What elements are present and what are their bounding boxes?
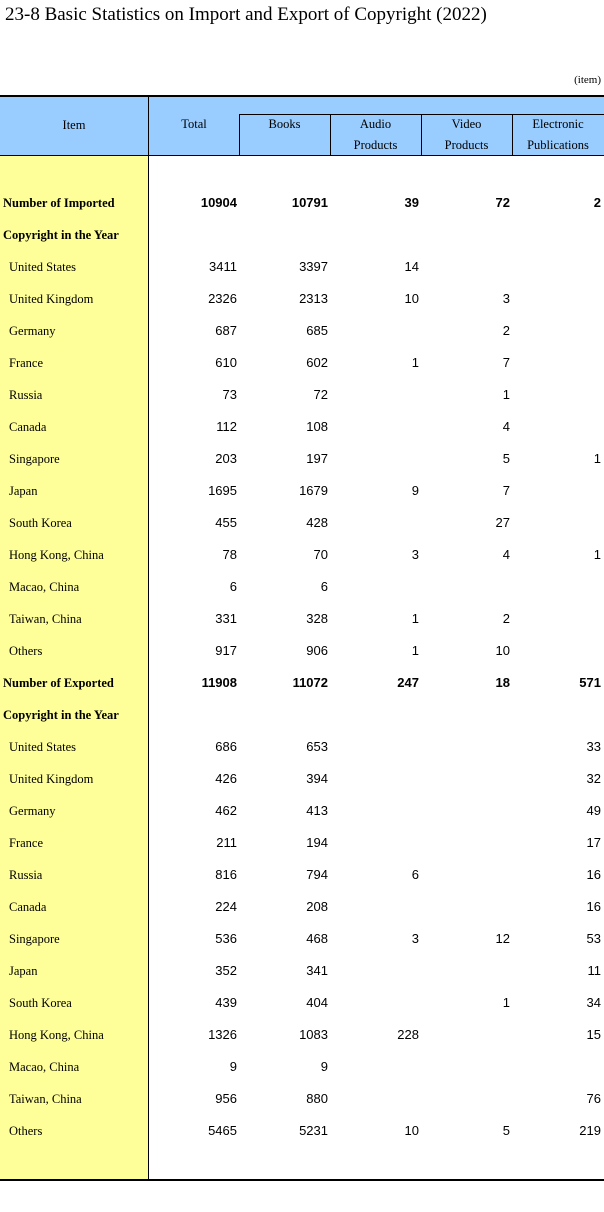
cell-value: 2326 [208, 291, 237, 306]
table-row [0, 796, 604, 828]
cell-value: 1 [593, 451, 601, 466]
cell-value: 352 [215, 963, 237, 978]
cell-value: 78 [222, 547, 237, 562]
cell-value: 5465 [208, 1123, 237, 1138]
cell-value: 9 [229, 1059, 237, 1074]
table-row [0, 1020, 604, 1052]
header-video-line2: Products [444, 138, 489, 152]
table-row [0, 348, 604, 380]
row-label: Copyright in the Year [3, 708, 119, 722]
cell-value: 211 [216, 835, 237, 850]
cell-value: 686 [215, 739, 237, 754]
row-label: Hong Kong, China [9, 548, 104, 562]
row-label: Canada [9, 900, 47, 914]
cell-value: 34 [586, 995, 601, 1010]
cell-value: 341 [306, 963, 328, 978]
cell-value: 14 [404, 259, 419, 274]
row-label: Russia [9, 388, 43, 402]
table-row [0, 764, 604, 796]
cell-value: 404 [306, 995, 328, 1010]
table-row [0, 828, 604, 860]
table-row [0, 508, 604, 540]
cell-value: 2 [502, 323, 510, 338]
table-row [0, 540, 604, 572]
row-label: United States [9, 260, 77, 274]
row-label: South Korea [9, 996, 72, 1010]
cell-value: 2 [502, 611, 510, 626]
cell-value: 7 [502, 483, 510, 498]
cell-value: 76 [586, 1091, 601, 1106]
cell-value: 7 [502, 355, 510, 370]
cell-value: 602 [306, 355, 328, 370]
cell-value: 1326 [208, 1027, 237, 1042]
row-label: Others [9, 644, 43, 658]
row-label: France [9, 356, 44, 370]
table-row [0, 700, 604, 732]
row-label: United Kingdom [9, 292, 94, 306]
cell-value: 197 [306, 451, 328, 466]
cell-value: 53 [586, 931, 601, 946]
cell-value: 906 [306, 643, 328, 658]
header-audio-line1: Audio [359, 117, 392, 131]
cell-value: 794 [306, 867, 328, 882]
row-label: Japan [9, 484, 38, 498]
cell-value: 10791 [291, 195, 328, 210]
cell-value: 108 [306, 419, 328, 434]
cell-value: 3411 [209, 259, 237, 274]
cell-value: 11908 [201, 675, 237, 690]
header-electronic-line1: Electronic [532, 117, 584, 131]
header-audio [330, 114, 421, 156]
page-title: 23-8 Basic Statistics on Import and Export of Copyright (2022) [5, 4, 487, 25]
table-row [0, 604, 604, 636]
table-row [0, 412, 604, 444]
cell-value: 1 [411, 643, 419, 658]
cell-value: 247 [397, 675, 419, 690]
cell-value: 5 [502, 451, 510, 466]
cell-value: 4 [502, 547, 510, 562]
header-audio-line2: Products [353, 138, 398, 152]
row-label: Germany [9, 804, 56, 818]
cell-value: 3397 [299, 259, 328, 274]
row-label: South Korea [9, 516, 72, 530]
cell-value: 10904 [200, 195, 237, 210]
row-label: United Kingdom [9, 772, 94, 786]
cell-value: 33 [586, 739, 601, 754]
table-row [0, 924, 604, 956]
cell-value: 816 [215, 867, 237, 882]
cell-value: 571 [579, 675, 601, 690]
cell-value: 219 [579, 1123, 601, 1138]
row-label: Taiwan, China [9, 612, 82, 626]
cell-value: 3 [411, 547, 419, 562]
cell-value: 956 [215, 1091, 237, 1106]
cell-value: 685 [306, 323, 328, 338]
table-row [0, 188, 604, 220]
table-row [0, 220, 604, 252]
table-row [0, 636, 604, 668]
row-label: Copyright in the Year [3, 228, 119, 242]
cell-value: 394 [306, 771, 328, 786]
row-label: Taiwan, China [9, 1092, 82, 1106]
cell-value: 112 [216, 419, 237, 434]
cell-value: 224 [215, 899, 237, 914]
row-label: Hong Kong, China [9, 1028, 104, 1042]
table-row [0, 1052, 604, 1084]
cell-value: 455 [215, 515, 237, 530]
header-total: Total [181, 117, 207, 131]
cell-value: 70 [313, 547, 328, 562]
cell-value: 6 [320, 579, 328, 594]
header-electronic [512, 114, 604, 156]
cell-value: 16 [586, 899, 601, 914]
header-video-line1: Video [451, 117, 482, 131]
table-row [0, 252, 604, 284]
header-item: Item [62, 118, 86, 132]
row-label: Macao, China [9, 1060, 80, 1074]
cell-value: 1 [593, 547, 601, 562]
cell-value: 10 [495, 643, 510, 658]
table-row [0, 732, 604, 764]
cell-value: 1 [502, 387, 510, 402]
cell-value: 10 [404, 291, 419, 306]
cell-value: 1 [411, 611, 419, 626]
table-row [0, 380, 604, 412]
table-row [0, 316, 604, 348]
cell-value: 27 [495, 515, 510, 530]
row-label: United States [9, 740, 77, 754]
row-label: France [9, 836, 44, 850]
cell-value: 5 [502, 1123, 510, 1138]
cell-value: 15 [586, 1027, 601, 1042]
cell-value: 653 [306, 739, 328, 754]
cell-value: 880 [306, 1091, 328, 1106]
table-row [0, 668, 604, 700]
header-books: Books [268, 117, 301, 131]
cell-value: 194 [306, 835, 328, 850]
row-label: Number of Imported [3, 196, 115, 210]
cell-value: 3 [502, 291, 510, 306]
row-label: Singapore [9, 932, 60, 946]
table-row [0, 444, 604, 476]
cell-value: 9 [411, 483, 419, 498]
cell-value: 6 [411, 867, 419, 882]
cell-value: 10 [404, 1123, 419, 1138]
row-label: Macao, China [9, 580, 80, 594]
cell-value: 610 [215, 355, 237, 370]
table-row [0, 284, 604, 316]
cell-value: 17 [586, 835, 601, 850]
cell-value: 3 [411, 931, 419, 946]
cell-value: 228 [397, 1027, 419, 1042]
cell-value: 203 [215, 451, 237, 466]
cell-value: 72 [313, 387, 328, 402]
cell-value: 5231 [299, 1123, 328, 1138]
cell-value: 12 [495, 931, 510, 946]
cell-value: 1695 [208, 483, 237, 498]
cell-value: 462 [215, 803, 237, 818]
table-row [0, 860, 604, 892]
table-row [0, 892, 604, 924]
row-label: Number of Exported [3, 676, 114, 690]
cell-value: 18 [495, 675, 510, 690]
cell-value: 2313 [299, 291, 328, 306]
row-label: Germany [9, 324, 56, 338]
unit-label: (item) [574, 74, 601, 86]
cell-value: 49 [586, 803, 601, 818]
table-row [0, 476, 604, 508]
cell-value: 1 [411, 355, 419, 370]
table-row [0, 572, 604, 604]
cell-value: 6 [229, 579, 237, 594]
cell-value: 11 [587, 963, 601, 978]
cell-value: 536 [215, 931, 237, 946]
cell-value: 9 [320, 1059, 328, 1074]
row-label: Others [9, 1124, 43, 1138]
cell-value: 687 [215, 323, 237, 338]
cell-value: 39 [404, 195, 419, 210]
cell-value: 72 [495, 195, 510, 210]
header-video [421, 114, 512, 156]
cell-value: 32 [586, 771, 601, 786]
cell-value: 331 [215, 611, 237, 626]
row-label: Canada [9, 420, 47, 434]
cell-value: 917 [215, 643, 237, 658]
cell-value: 1679 [299, 483, 328, 498]
cell-value: 11072 [292, 675, 328, 690]
cell-value: 428 [306, 515, 328, 530]
table-row [0, 956, 604, 988]
header-electronic-line2: Publications [527, 138, 589, 152]
cell-value: 1083 [299, 1027, 328, 1042]
table-row [0, 1084, 604, 1116]
table-row [0, 988, 604, 1020]
cell-value: 73 [222, 387, 237, 402]
table-row [0, 1116, 604, 1148]
cell-value: 4 [502, 419, 510, 434]
cell-value: 413 [306, 803, 328, 818]
cell-value: 328 [306, 611, 328, 626]
cell-value: 439 [215, 995, 237, 1010]
cell-value: 426 [215, 771, 237, 786]
table-header [0, 97, 604, 156]
table-bottom-rule [0, 1179, 604, 1181]
cell-value: 1 [502, 995, 510, 1010]
cell-value: 16 [586, 867, 601, 882]
row-label: Singapore [9, 452, 60, 466]
cell-value: 208 [306, 899, 328, 914]
row-label: Russia [9, 868, 43, 882]
row-label: Japan [9, 964, 38, 978]
cell-value: 2 [593, 195, 601, 210]
cell-value: 468 [306, 931, 328, 946]
